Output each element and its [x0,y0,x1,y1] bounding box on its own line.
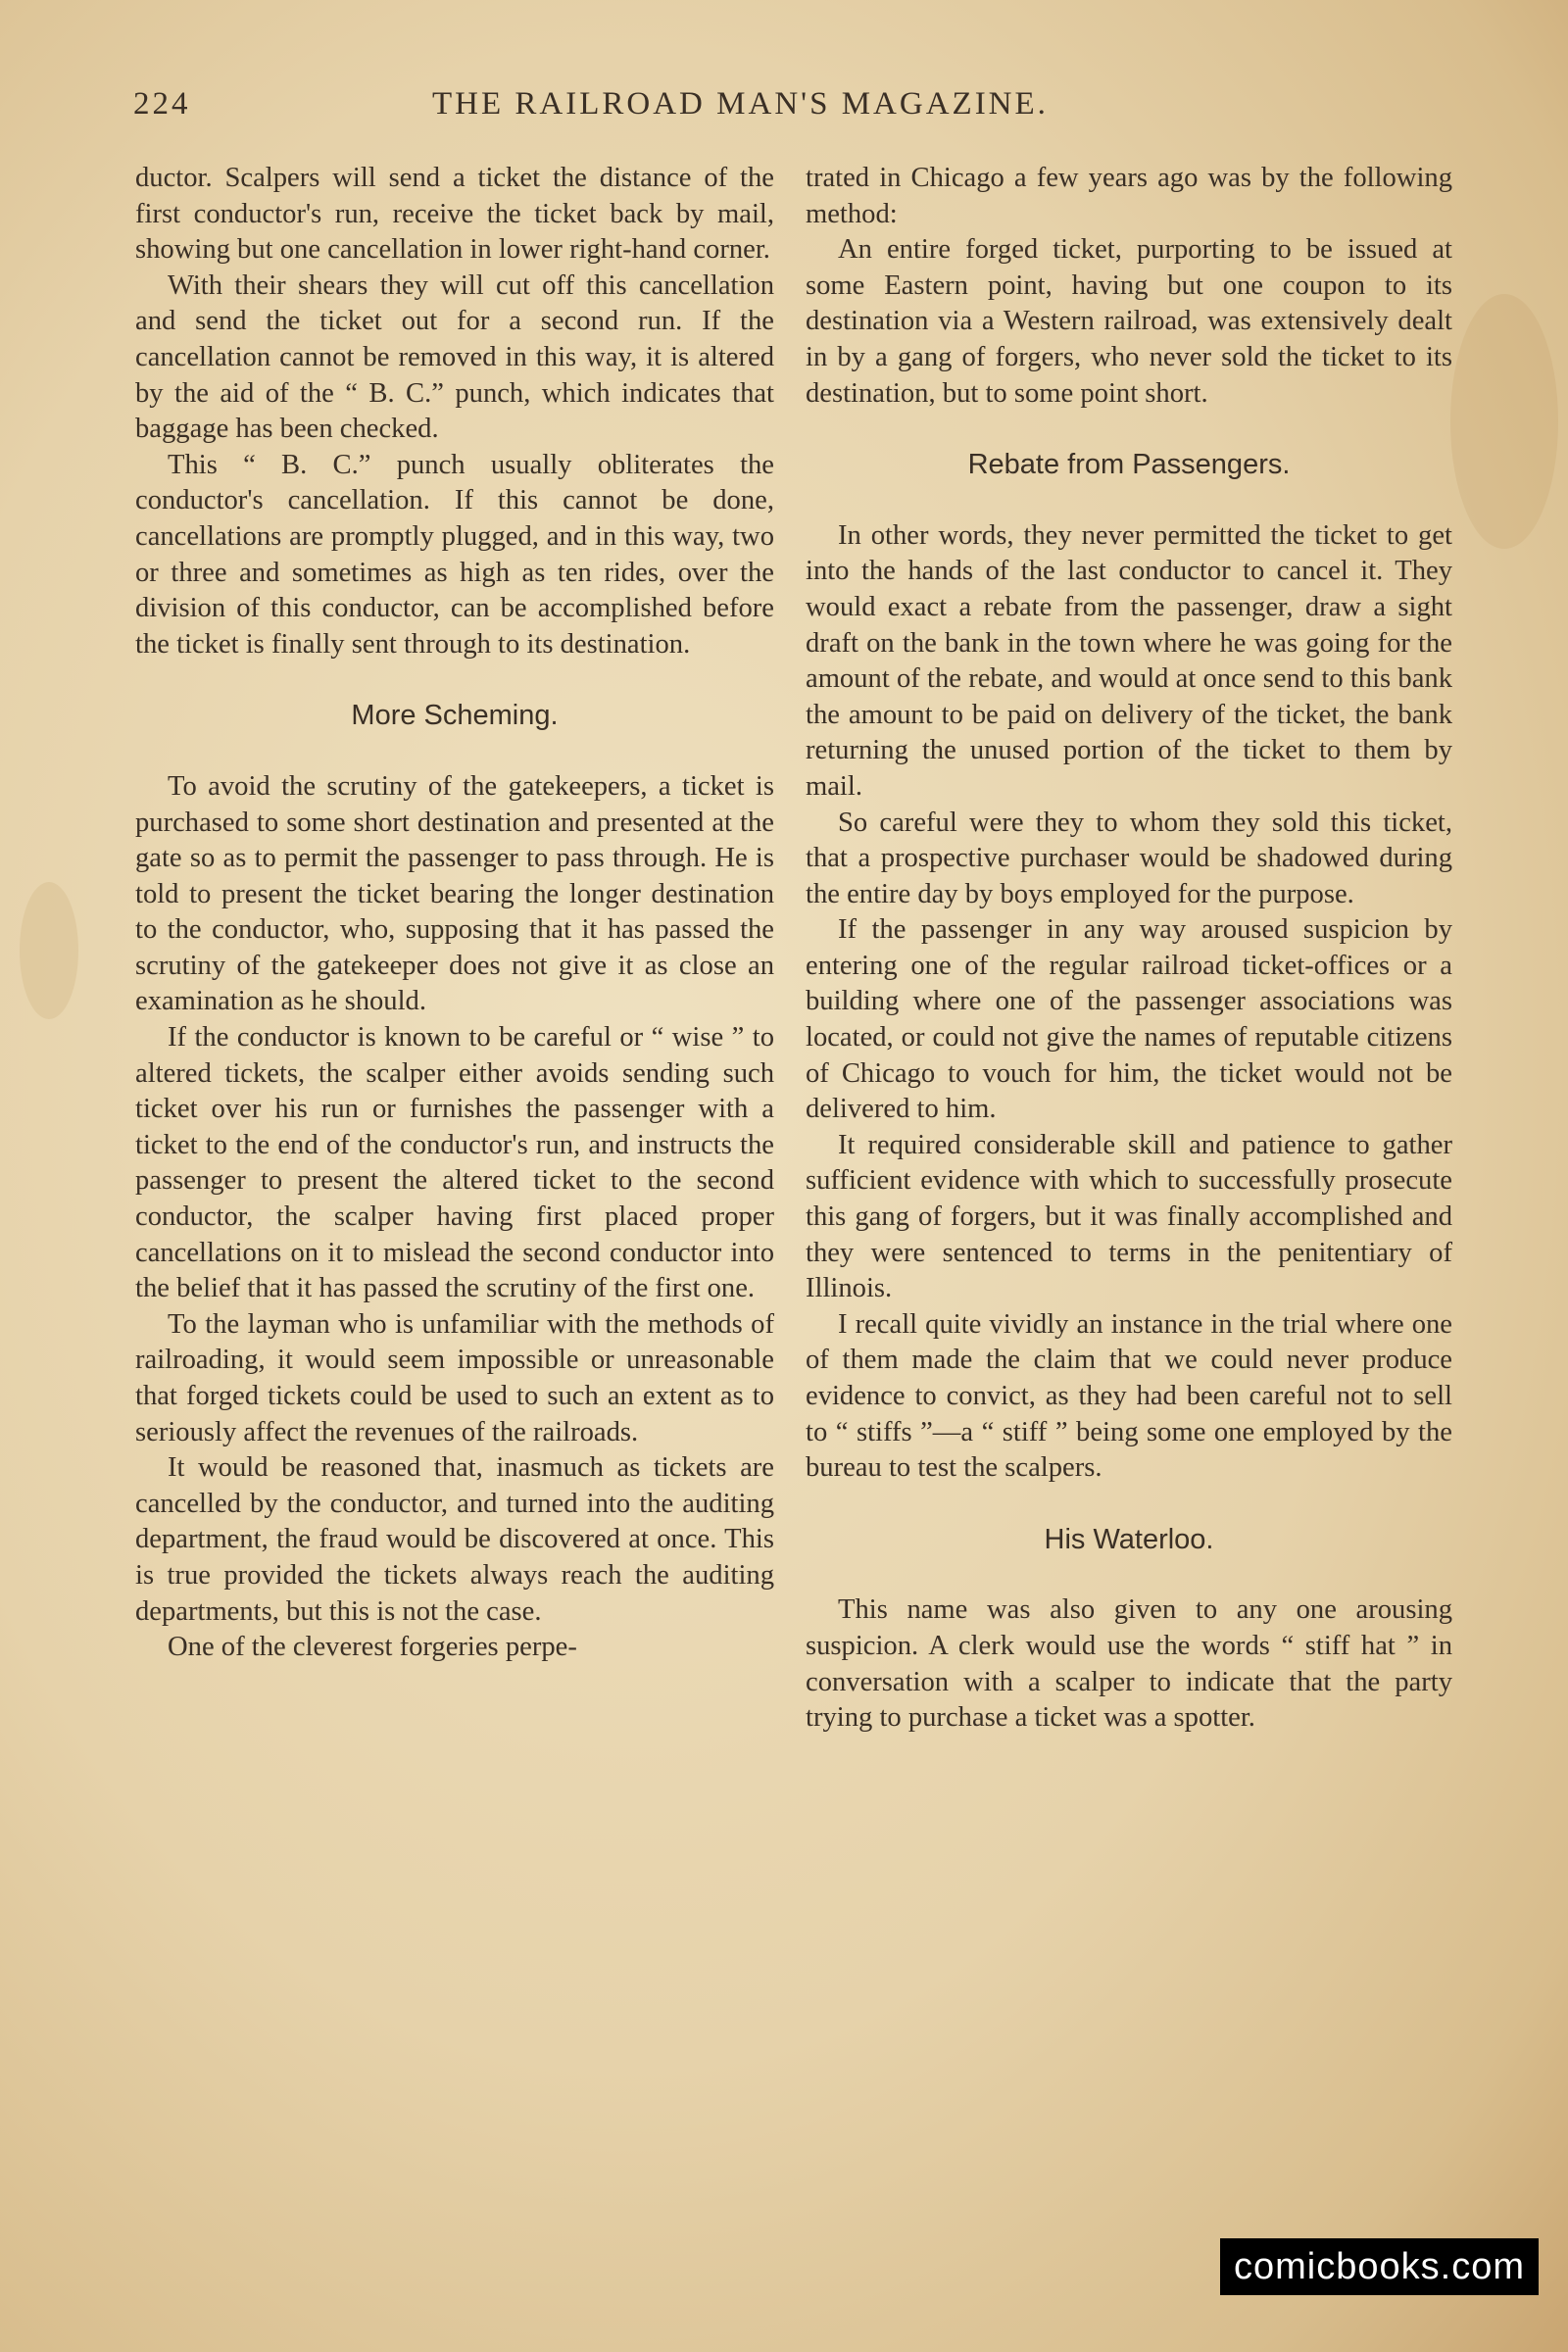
paragraph: This “ B. C.” punch usually obliterates the conductor's cancellation. If this cannot be done, cancellations are promptly plugged, and in this way, two or three and sometimes as high as ten rides, over the division of this conductor, can be accomplished before the ticket is finally sent through to its destination. [135,449,774,660]
section-heading: Rebate from Passengers. [967,449,1291,481]
paragraph: If the passenger in any way aroused suspicion by entering one of the regular railroad ticket-offices or a building where one of the passenger associations was located, or could not give the names of reputable citizens of Chicago to vouch for him, the ticket would not be delivered to him. [806,914,1452,1125]
paragraph: It would be reasoned that, inasmuch as tickets are cancelled by the conductor, and turned into the auditing department, the fraud would be discovered at once. This is true provided the tickets always reach the auditing departments, but this is not the case. [135,1452,774,1627]
paragraph: If the conductor is known to be careful or “ wise ” to altered tickets, the scalper either avoids sending such ticket over his run or furnishes the passenger with a ticket to the end of the conductor's run, and instructs the passenger to present the altered ticket to the second conductor, the scalper having first placed proper cancellations on it to mislead the second conductor into the belief that it has passed the scrutiny of the first one. [135,1022,774,1304]
paragraph: In other words, they never permitted the ticket to get into the hands of the last conductor to cancel it. They would exact a rebate from the passenger, draw a sight draft on the bank in the town where he was going for the amount of the rebate, and would at once send to this bank the amount to be paid on delivery of the ticket, the bank returning the unused portion of the ticket to them by mail. [806,519,1452,802]
watermark-logo: comicbooks.com [1220,2238,1539,2295]
paragraph: ductor. Scalpers will send a ticket the distance of the first conductor's run, receive the ticket back by mail, showing but one cancellation in lower right-hand corner. [135,163,774,266]
left-column [135,161,774,1666]
paragraph: This name was also given to any one arousing suspicion. A clerk would use the words “ stiff hat ” in conversation with a scalper to indicate that the party trying to purchase a ticket was a spotter. [806,1594,1452,1734]
page-number: 224 [133,86,191,122]
paragraph: It required considerable skill and patience to gather sufficient evidence with which to successfully prosecute this gang of forgers, but it was finally accomplished and they were sentenced to terms in the penitentiary of Illinois. [806,1129,1452,1304]
section-heading: His Waterloo. [1044,1523,1214,1555]
paragraph: With their shears they will cut off this cancellation and send the ticket out for a second run. If the cancellation cannot be removed in this way, it is altered by the aid of the “ B. C.” punch, which indicates that baggage has been checked. [135,270,774,445]
paragraph: So careful were they to whom they sold this ticket, that a prospective purchaser would be shadowed during the entire day by boys employed for the purpose. [806,807,1452,909]
magazine-title: THE RAILROAD MAN'S MAGAZINE. [432,86,1049,122]
paper-stain [20,882,78,1019]
section-heading: More Scheming. [351,700,559,732]
paragraph: To the layman who is unfamiliar with the methods of railroading, it would seem impossible or unreasonable that forged tickets could be used to such an extent as to seriously affect the revenues of the railroads. [135,1308,774,1447]
paragraph: trated in Chicago a few years ago was by the following method: [806,163,1452,229]
paragraph: To avoid the scrutiny of the gatekeepers, a ticket is purchased to some short destination and presented at the gate so as to permit the passenger to pass through. He is told to present the ticket bearing the longer destination to the conductor, who, supposing that it has passed the scrutiny of the gatekeeper does not give it as close an examination as he should. [135,770,774,1017]
paper-stain [1450,294,1558,549]
paragraph: An entire forged ticket, purporting to be issued at some Eastern point, having but one coupon to its destination via a Western railroad, was extensively dealt in by a gang of forgers, who never sold the ticket to its destination, but to some point short. [806,234,1452,409]
paragraph: I recall quite vividly an instance in the trial where one of them made the claim that we could never produce evidence to convict, as they had been careful not to sell to “ stiffs ”—a “ stiff ” being some one employed by the bureau to test the scalpers. [806,1308,1452,1484]
running-header [133,86,1192,129]
right-column [806,161,1452,1737]
paragraph: One of the cleverest forgeries perpe- [168,1632,577,1663]
